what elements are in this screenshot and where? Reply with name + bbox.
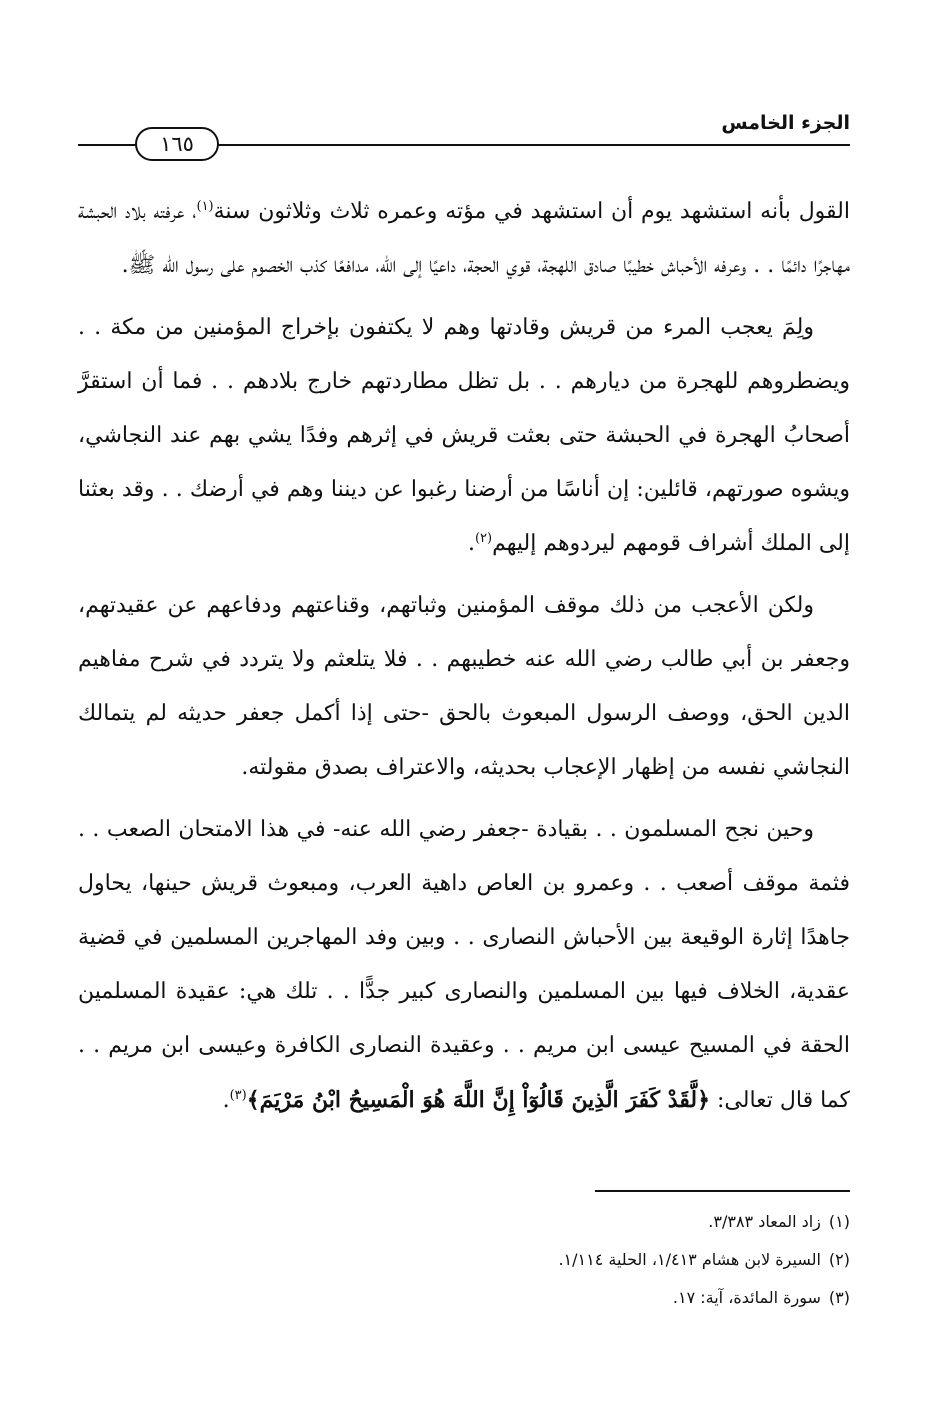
footnote-separator: [595, 1190, 850, 1192]
footnotes: [350, 1203, 850, 1317]
page-number: ١٦٥: [135, 127, 219, 161]
quran-verse: ﴿لَّقَدْ كَفَرَ الَّذِينَ قَالُوٓاْ إِنَّ اللَّهَ هُوَ الْمَسِيحُ ابْنُ مَرْيَمَ﴾: [246, 1087, 711, 1113]
footnote: [350, 1241, 850, 1279]
paragraph-text: وحين نجح المسلمون . . بقيادة -جعفر رضي الله عنه- في هذا الامتحان الصعب . . فثمة موقف أصعب . . وعمرو بن العاص داهية العرب، ومبعوث قريش حينها، يحاول جاهدًا إثارة الوقيعة بين الأحباش النصارى . . وبين وفد المهاجرين المسلمين في قضية عقدية، الخلاف فيها بين المسلمين والنصارى كبير جدًّا . . تلك هي: عقيدة المسلمين الحقة في المسيح عيسى ابن مريم . . وعقيدة النصارى الكافرة وعيسى ابن مريم . . كما قال تعالى:: [78, 817, 850, 1113]
footnote-reference: (٣): [229, 1088, 247, 1103]
paragraph: [78, 579, 850, 795]
paragraph-text: .: [222, 1088, 230, 1113]
part-title: الجزء الخامس: [721, 112, 850, 134]
footnote-text: السيرة لابن هشام ١/٤١٣، الحلية ١/١١٤.: [558, 1250, 821, 1269]
footnote-number: (٣): [828, 1288, 850, 1307]
footnote: [350, 1203, 850, 1241]
footnote-reference: (١): [196, 199, 214, 214]
footnote-text: سورة المائدة، آية: ١٧.: [672, 1288, 821, 1307]
footnote: [350, 1279, 850, 1317]
paragraph: [78, 301, 850, 571]
main-text: [78, 185, 850, 1136]
paragraph-text: .: [467, 531, 475, 556]
footnote-reference: (٢): [474, 531, 493, 546]
paragraph-text: ولِمَ يعجب المرء من قريش وقادتها وهم لا يكتفون بإخراج المؤمنين من مكة . . ويضطروهم للهجرة من ديارهم . . بل تظل مطاردتهم خارج بلادهم . . فما أن استقرَّ أصحابُ الهجرة في الحبشة حتى بعثت قريش في إثرهم وفدًا يشي بهم عند النجاشي، ويشوه صورتهم، قائلين: إن أناسًا من أرضنا رغبوا عن ديننا وهم في أرضك . . وقد بعثنا إلى الملك أشراف قومهم ليردوهم إليهم: [78, 315, 850, 556]
paragraph-text: القول بأنه استشهد يوم أن استشهد في مؤته وعمره ثلاث وثلاثون سنة: [213, 199, 850, 224]
paragraph-text: ولكن الأعجب من ذلك موقف المؤمنين وثباتهم، وقناعتهم ودفاعهم عن عقيدتهم، وجعفر بن أبي طالب رضي الله عنه خطيبهم . . فلا يتلعثم ولا يتردد في شرح مفاهيم الدين الحق، ووصف الرسول المبعوث بالحق -حتى إذا أكمل جعفر حديثه لم يتمالك النجاشي نفسه من إظهار الإعجاب بحديثه، والاعتراف بصدق مقولته.: [78, 593, 850, 780]
footnote-text: زاد المعاد ٣/٣٨٣.: [708, 1212, 821, 1231]
footnote-number: (٢): [828, 1250, 850, 1269]
paragraph-text: ، عرفته بلاد الحبشة مهاجرًا دائمًا . . وعرفه الأحباش خطيبًا صادق اللهجة، قوي الحجة، داعيًا إلى الله، مدافعًا كذب الخصوم على رسول الله ﷺ.: [78, 199, 850, 278]
paragraph: [78, 803, 850, 1128]
paragraph: [78, 185, 850, 293]
page-header: [78, 100, 850, 190]
footnote-number: (١): [828, 1212, 850, 1231]
